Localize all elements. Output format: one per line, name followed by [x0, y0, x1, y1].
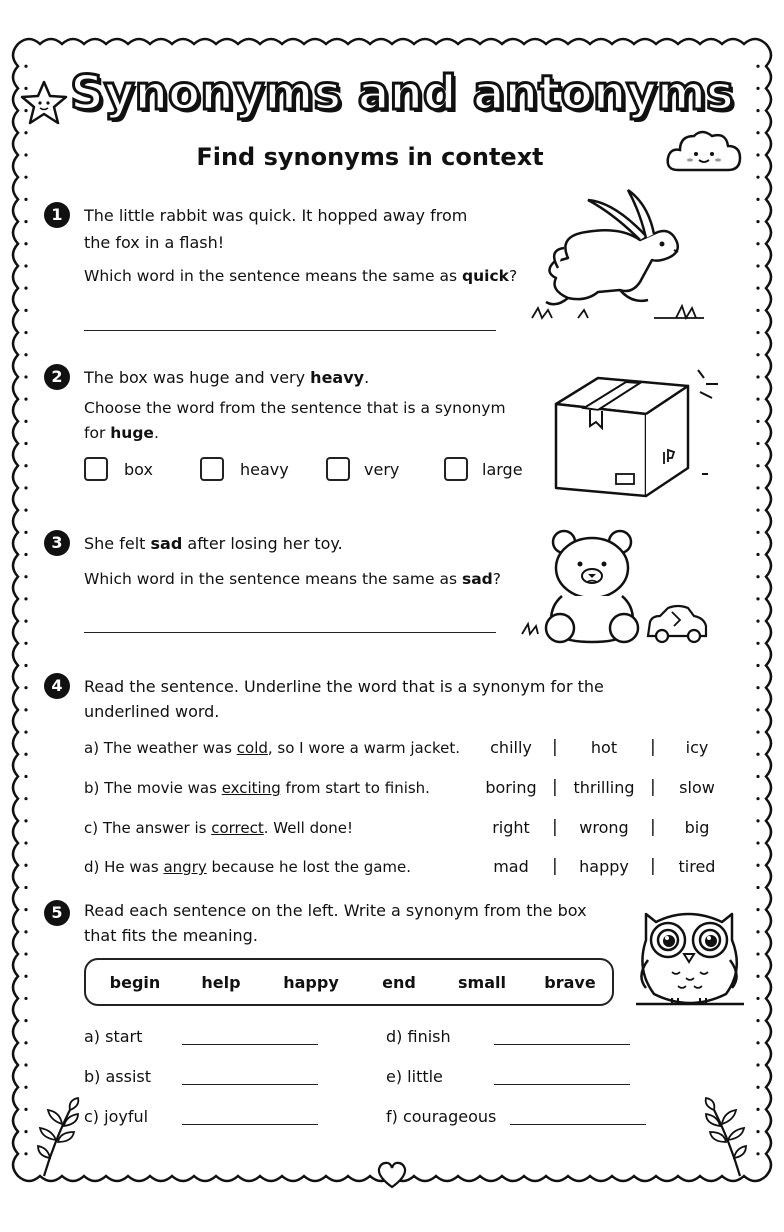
border-dot: [24, 375, 27, 378]
question-2-prompt-start: for: [84, 424, 111, 442]
word-bank-happy: happy: [283, 973, 339, 992]
worksheet-title: Synonyms and antonyms: [70, 66, 734, 121]
q4-item-c-underlined-word: correct: [211, 819, 264, 837]
q4-item-c-sentence: [84, 816, 353, 841]
question-4-number: 4: [44, 673, 70, 699]
border-dot: [24, 486, 27, 489]
border-dot: [24, 1108, 27, 1111]
border-dot: [756, 1041, 759, 1044]
border-dot: [24, 597, 27, 600]
border-dot: [756, 242, 759, 245]
border-dot: [756, 886, 759, 889]
border-dot: [756, 819, 759, 822]
question-1-text-line1: The little rabbit was quick. It hopped away from: [84, 206, 468, 225]
q5-item-e-answer-line[interactable]: [494, 1084, 630, 1085]
border-dot: [24, 131, 27, 134]
question-5-text-line1: Read each sentence on the left. Write a synonym from the box: [84, 901, 587, 920]
q5-item-a-answer-line[interactable]: [182, 1044, 318, 1045]
q5-item-a-label: a) start: [84, 1027, 143, 1046]
border-dot: [756, 375, 759, 378]
leaf-sprig-left-icon: [34, 1096, 90, 1178]
border-dot: [756, 331, 759, 334]
border-dot: [24, 1152, 27, 1155]
border-dot: [24, 287, 27, 290]
q4-item-c-option-2[interactable]: wrong: [579, 818, 629, 837]
q4-item-c-option-1[interactable]: right: [492, 818, 530, 837]
question-1-prompt-end: ?: [508, 267, 518, 285]
border-dot: [24, 398, 27, 401]
border-dot: [756, 664, 759, 667]
border-dot: [756, 309, 759, 312]
q4-item-c-option-3[interactable]: big: [684, 818, 710, 837]
border-dot: [756, 619, 759, 622]
border-dot: [24, 1063, 27, 1066]
border-dot: [756, 730, 759, 733]
owl-illustration: [632, 900, 748, 1012]
border-dot: [24, 819, 27, 822]
border-dot: [756, 287, 759, 290]
q5-item-d-label: d) finish: [386, 1027, 451, 1046]
border-dot: [756, 841, 759, 844]
q5-item-f-label: f) courageous: [386, 1107, 497, 1126]
border-dot: [24, 220, 27, 223]
border-dot: [24, 309, 27, 312]
border-dot: [756, 1063, 759, 1066]
q4-item-a-option-3[interactable]: icy: [685, 738, 709, 757]
question-1-keyword: quick: [462, 267, 509, 285]
q4-item-c-end: . Well done!: [263, 819, 354, 837]
q4-item-a-separator-1: |: [552, 737, 558, 757]
checkbox-heavy[interactable]: [200, 457, 224, 481]
question-1-prompt: [84, 264, 517, 289]
border-dot: [756, 264, 759, 267]
border-dot: [24, 841, 27, 844]
border-dot: [24, 420, 27, 423]
border-dot: [756, 597, 759, 600]
border-dot: [756, 464, 759, 467]
border-dot: [756, 997, 759, 1000]
border-dot: [24, 242, 27, 245]
border-dot: [756, 153, 759, 156]
question-4-text-line1: Read the sentence. Underline the word that is a synonym for the: [84, 677, 604, 696]
question-2-prompt-line1: Choose the word from the sentence that is a synonym: [84, 399, 506, 417]
border-dot: [24, 264, 27, 267]
border-dot: [756, 975, 759, 978]
question-3-text-end: after losing her toy.: [182, 534, 343, 553]
border-dot: [756, 176, 759, 179]
word-bank-box: [84, 958, 614, 1006]
q4-item-d-sentence: [84, 855, 411, 880]
q4-item-c-start: c) The answer is: [84, 819, 212, 837]
q4-item-c-separator-1: |: [552, 817, 558, 837]
border-dot: [24, 642, 27, 645]
border-dot: [24, 975, 27, 978]
question-2-text-end: .: [364, 368, 370, 387]
border-dot: [24, 1019, 27, 1022]
border-dot: [24, 708, 27, 711]
q4-item-b-start: b) The movie was: [84, 779, 222, 797]
option-box-label: box: [124, 460, 153, 479]
q5-item-c-answer-line[interactable]: [182, 1124, 318, 1125]
border-dot: [24, 531, 27, 534]
box-illustration: [546, 364, 726, 504]
border-dot: [24, 619, 27, 622]
border-dot: [756, 509, 759, 512]
checkbox-very[interactable]: [326, 457, 350, 481]
q5-item-c-label: c) joyful: [84, 1107, 149, 1126]
border-dot: [756, 442, 759, 445]
q4-item-a-option-1[interactable]: chilly: [490, 738, 532, 757]
q5-item-b-answer-line[interactable]: [182, 1084, 318, 1085]
question-3-text: [84, 531, 343, 556]
worksheet-subtitle: Find synonyms in context: [196, 143, 544, 171]
q4-item-d-option-2[interactable]: happy: [579, 857, 629, 876]
border-dot: [756, 952, 759, 955]
question-1-prompt-text: Which word in the sentence means the same as: [84, 267, 462, 285]
border-dot: [24, 442, 27, 445]
question-4-text-line2: underlined word.: [84, 702, 220, 721]
word-bank-begin: begin: [109, 973, 161, 992]
question-3-answer-line[interactable]: [84, 632, 496, 633]
border-dot: [756, 708, 759, 711]
word-bank-help: help: [201, 973, 241, 992]
border-dot: [756, 420, 759, 423]
q4-item-b-option-1[interactable]: boring: [485, 778, 537, 797]
border-dot: [756, 753, 759, 756]
q4-item-d-start: d) He was: [84, 858, 164, 876]
question-3-prompt: [84, 567, 501, 592]
border-dot: [24, 331, 27, 334]
border-dot: [24, 930, 27, 933]
border-dot: [24, 886, 27, 889]
question-5-number: 5: [44, 900, 70, 926]
rabbit-illustration: [528, 186, 708, 326]
option-large-label: large: [482, 460, 523, 479]
border-dot: [24, 1041, 27, 1044]
border-dot: [756, 553, 759, 556]
question-3-prompt-text: Which word in the sentence means the same as: [84, 570, 462, 588]
question-5-text-line2: that fits the meaning.: [84, 926, 258, 945]
q4-item-a-option-2[interactable]: hot: [590, 738, 618, 757]
border-dot: [24, 753, 27, 756]
border-dot: [756, 353, 759, 356]
option-heavy-label: heavy: [240, 460, 289, 479]
border-dot: [24, 775, 27, 778]
border-dot: [756, 198, 759, 201]
border-dot: [24, 864, 27, 867]
border-dot: [24, 1130, 27, 1133]
question-1-text-line2: the fox in a flash!: [84, 233, 225, 252]
q4-item-d-option-3[interactable]: tired: [678, 857, 716, 876]
border-dot: [756, 1152, 759, 1155]
q5-item-b-label: b) assist: [84, 1067, 152, 1086]
question-2-text: [84, 365, 369, 390]
question-2-keyword: huge: [110, 424, 154, 442]
q4-item-a-underlined-word: cold: [236, 739, 268, 757]
question-1-number: 1: [44, 202, 70, 228]
leaf-sprig-right-icon: [694, 1096, 750, 1178]
q4-item-d-end: because he lost the game.: [206, 858, 412, 876]
border-dot: [756, 1086, 759, 1089]
question-2-prompt-end: .: [153, 424, 159, 442]
border-dot: [24, 575, 27, 578]
border-dot: [24, 686, 27, 689]
q4-item-a-start: a) The weather was: [84, 739, 237, 757]
border-dot: [756, 1108, 759, 1111]
q4-item-a-separator-2: |: [650, 737, 656, 757]
question-1-answer-line[interactable]: [84, 330, 496, 331]
border-dot: [756, 686, 759, 689]
border-dot: [756, 486, 759, 489]
q5-item-d-answer-line[interactable]: [494, 1044, 630, 1045]
border-dot: [756, 531, 759, 534]
border-dot: [24, 353, 27, 356]
q4-item-b-option-2[interactable]: thrilling: [573, 778, 635, 797]
border-dot: [24, 464, 27, 467]
heart-icon: [376, 1160, 408, 1190]
q4-item-b-underlined-word: exciting: [221, 779, 281, 797]
q4-item-d-separator-2: |: [650, 856, 656, 876]
border-dot: [756, 908, 759, 911]
border-dot: [24, 997, 27, 1000]
border-dot: [756, 1019, 759, 1022]
q4-item-c-separator-2: |: [650, 817, 656, 837]
border-dot: [756, 797, 759, 800]
question-2-bold-word: heavy: [310, 368, 365, 387]
border-dot: [756, 930, 759, 933]
question-3-prompt-end: ?: [492, 570, 502, 588]
border-dot: [24, 730, 27, 733]
word-bank-end: end: [382, 973, 416, 992]
border-dot: [24, 664, 27, 667]
q4-item-d-underlined-word: angry: [163, 858, 207, 876]
word-bank-small: small: [458, 973, 506, 992]
q4-item-d-option-1[interactable]: mad: [493, 857, 529, 876]
q5-item-f-answer-line[interactable]: [510, 1124, 646, 1125]
q4-item-b-sentence: [84, 776, 430, 801]
question-3-keyword: sad: [462, 570, 493, 588]
border-dot: [24, 797, 27, 800]
border-dot: [756, 398, 759, 401]
border-dot: [756, 131, 759, 134]
border-dot: [756, 1130, 759, 1133]
option-very-label: very: [364, 460, 400, 479]
border-dot: [756, 775, 759, 778]
border-dot: [24, 553, 27, 556]
question-2-prompt-line2: [84, 421, 159, 446]
q4-item-b-separator-2: |: [650, 777, 656, 797]
border-dot: [756, 220, 759, 223]
q4-item-a-end: , so I wore a warm jacket.: [267, 739, 460, 757]
word-bank-brave: brave: [544, 973, 596, 992]
border-dot: [24, 1086, 27, 1089]
q4-item-b-option-3[interactable]: slow: [679, 778, 715, 797]
q4-item-b-separator-1: |: [552, 777, 558, 797]
question-3-text-start: She felt: [84, 534, 151, 553]
question-2-number: 2: [44, 364, 70, 390]
border-dot: [756, 864, 759, 867]
border-dot: [24, 176, 27, 179]
border-dot: [756, 575, 759, 578]
checkbox-large[interactable]: [444, 457, 468, 481]
q5-item-e-label: e) little: [386, 1067, 443, 1086]
border-dot: [24, 198, 27, 201]
border-dot: [756, 642, 759, 645]
border-dot: [24, 952, 27, 955]
q4-item-b-end: from start to finish.: [280, 779, 430, 797]
q4-item-a-sentence: [84, 736, 460, 761]
q4-item-d-separator-1: |: [552, 856, 558, 876]
border-dot: [24, 509, 27, 512]
border-dot: [24, 908, 27, 911]
checkbox-box[interactable]: [84, 457, 108, 481]
question-3-bold-word: sad: [150, 534, 183, 553]
question-3-number: 3: [44, 530, 70, 556]
question-2-text-start: The box was huge and very: [84, 368, 311, 387]
teddy-bear-illustration: [518, 524, 718, 648]
